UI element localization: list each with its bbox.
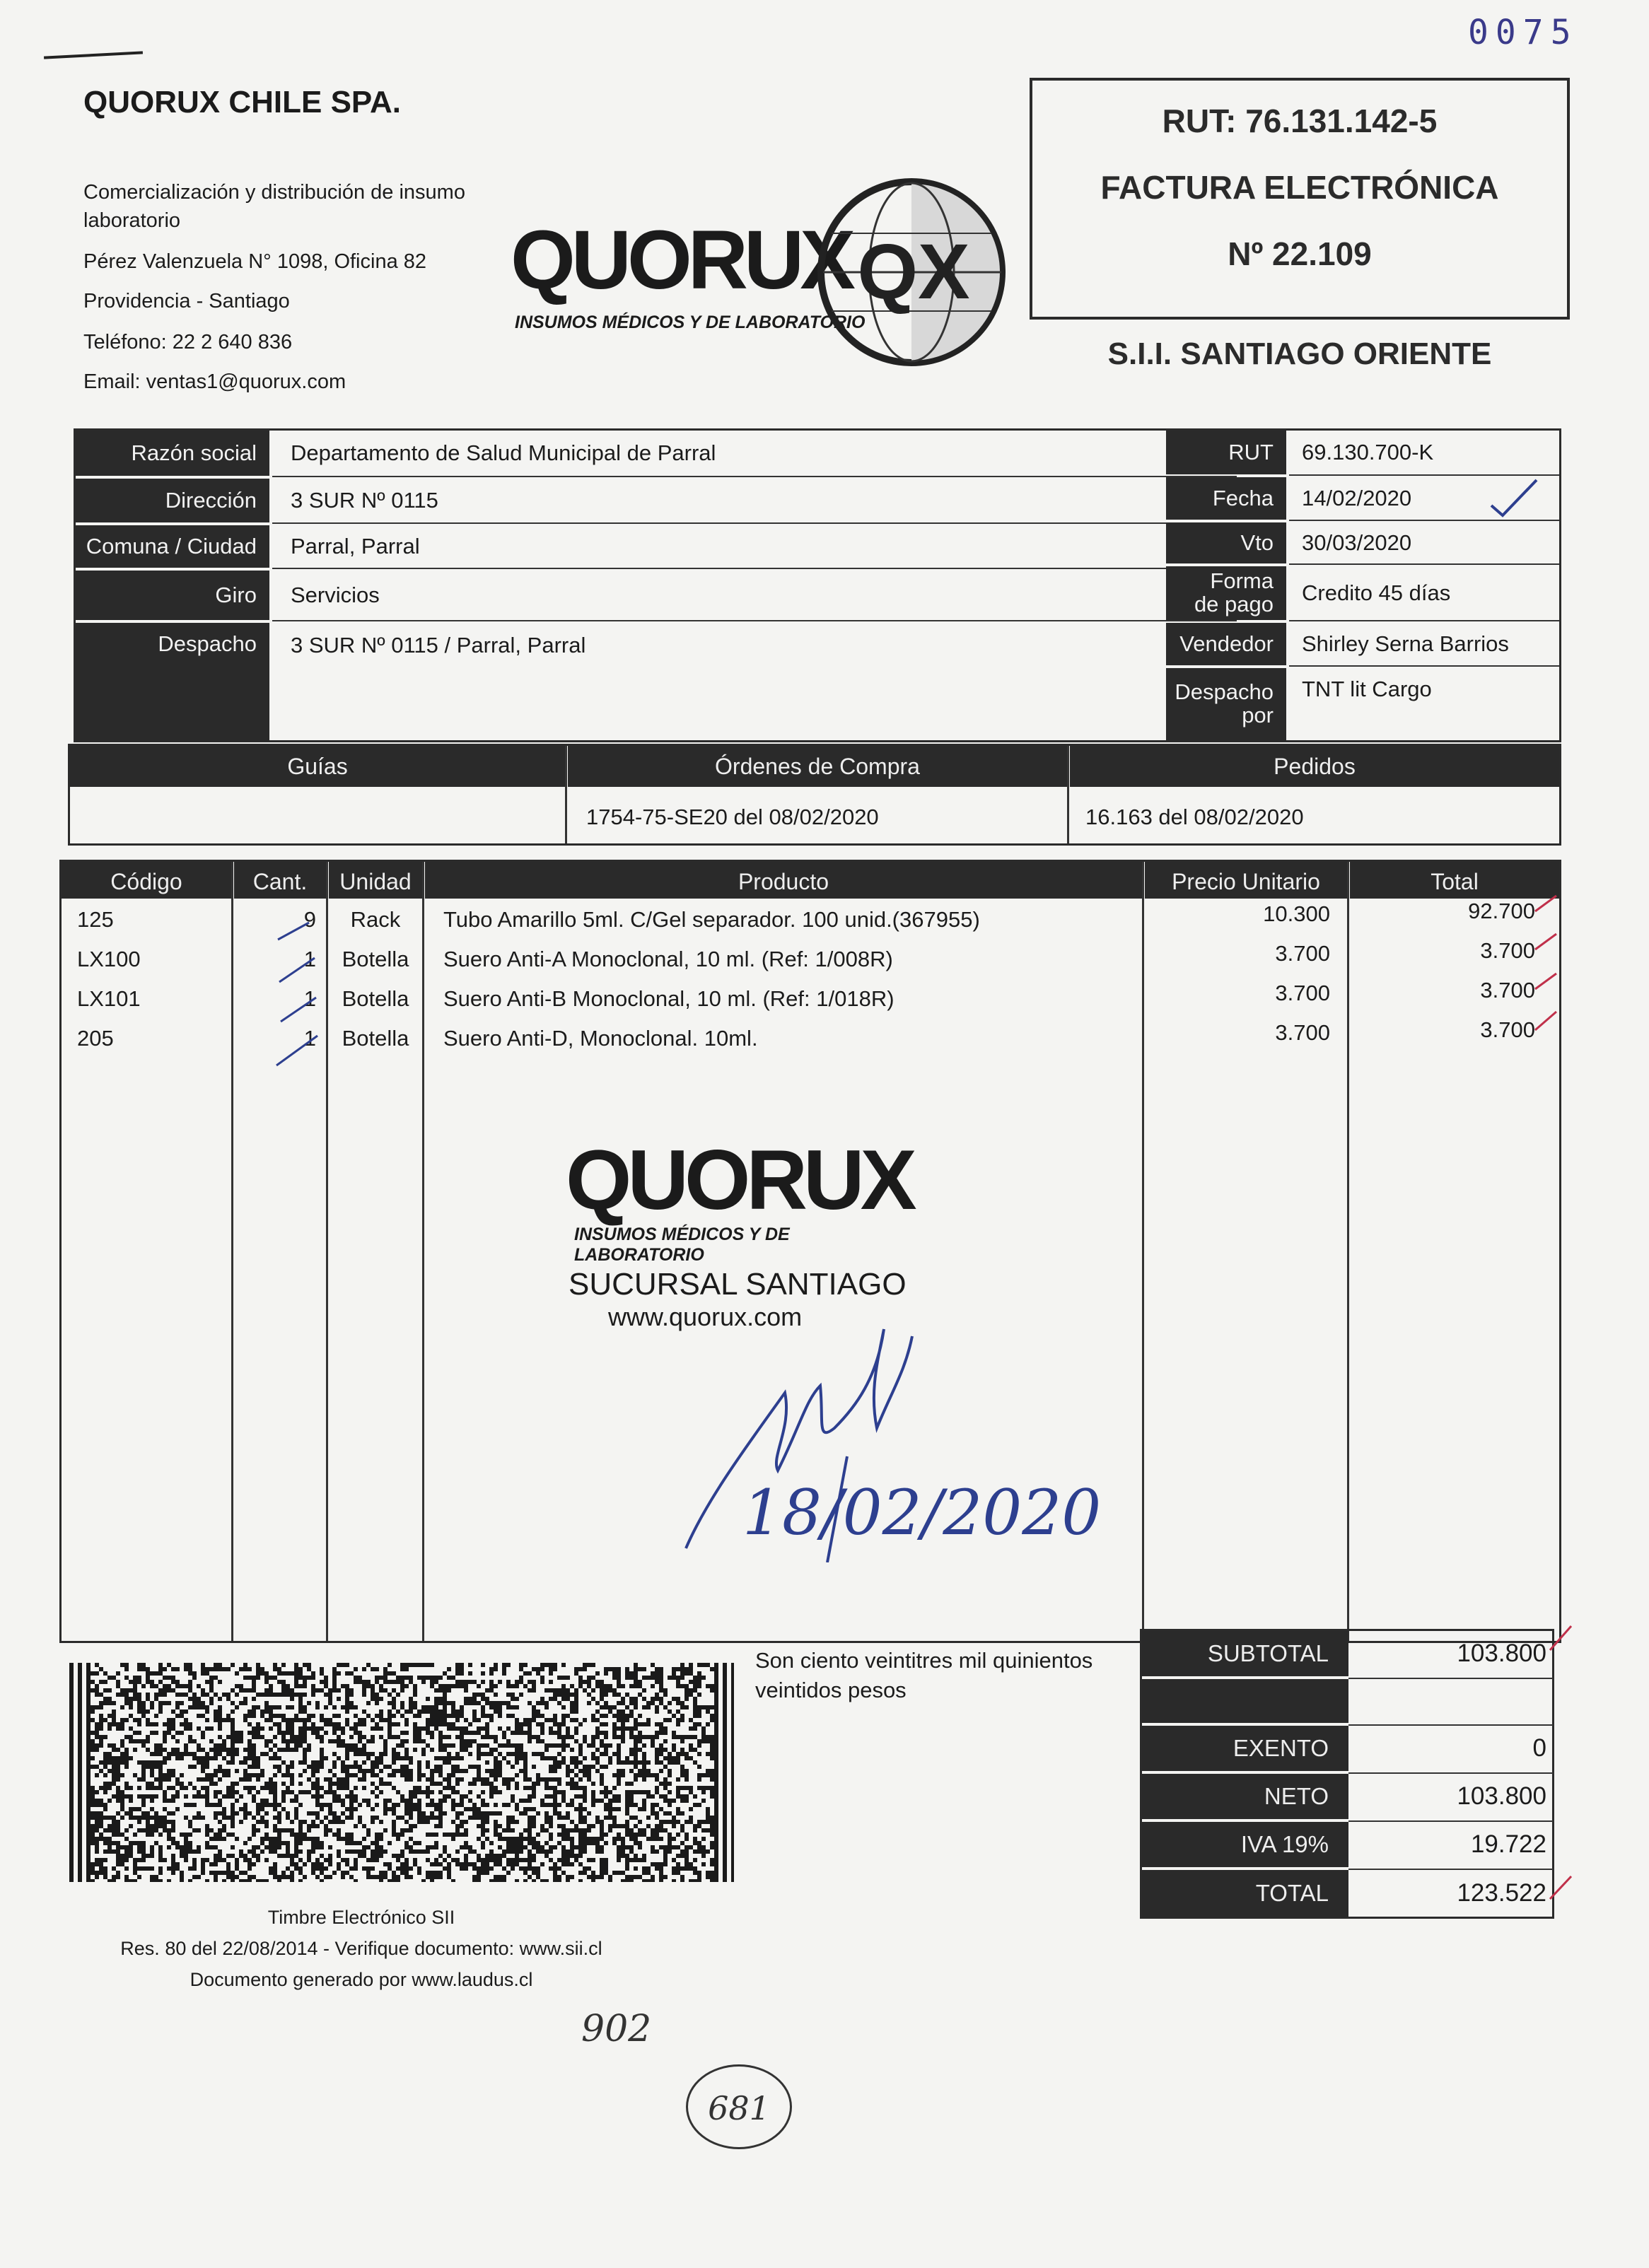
value-rut: 69.130.700-K xyxy=(1302,440,1434,464)
value-iva: 19.722 xyxy=(1470,1830,1546,1858)
stamp-word-bold: QUO xyxy=(566,1133,747,1227)
row-cant: 1 xyxy=(303,947,316,971)
page-counter: 0075 xyxy=(1468,13,1578,52)
label-razon-social: Razón social xyxy=(76,431,269,476)
label-rut: RUT xyxy=(1166,431,1286,474)
label-forma-pago xyxy=(1166,566,1286,620)
timbre-generator: Documento generado por www.laudus.cl xyxy=(190,1969,533,1990)
value-direccion: 3 SUR Nº 0115 xyxy=(291,488,438,513)
ref-header-pedidos: Pedidos xyxy=(1070,746,1559,787)
row-precio: 3.700 xyxy=(1275,1020,1330,1045)
ref-value-ordenes: 1754-75-SE20 del 08/02/2020 xyxy=(586,805,879,829)
client-info-table xyxy=(74,428,1561,742)
logo-word-bold: QUO xyxy=(511,214,688,307)
document-type: FACTURA ELECTRÓNICA xyxy=(1100,169,1499,206)
document-number: Nº 22.109 xyxy=(1228,235,1372,272)
signed-date: 18/02/2020 xyxy=(742,1476,1102,1549)
ref-value-pedidos: 16.163 del 08/02/2020 xyxy=(1085,805,1304,829)
blank-label xyxy=(1142,1679,1348,1723)
row-producto: Tubo Amarillo 5ml. C/Gel separador. 100 unid.(367955) xyxy=(443,907,980,932)
row-total: 3.700 xyxy=(1480,1017,1535,1042)
label-despacho-por xyxy=(1166,668,1286,740)
value-forma-pago: Credito 45 días xyxy=(1302,580,1451,605)
company-city: Providencia - Santiago xyxy=(83,290,290,312)
row-total: 92.700 xyxy=(1468,899,1535,923)
label-neto: NETO xyxy=(1142,1774,1348,1819)
ref-value-guias xyxy=(84,790,551,845)
label-fecha: Fecha xyxy=(1166,477,1286,520)
label-forma-pago-line2: de pago xyxy=(1194,592,1274,616)
label-total: TOTAL xyxy=(1142,1870,1348,1917)
label-exento: EXENTO xyxy=(1142,1726,1348,1771)
value-despacho-por: TNT lit Cargo xyxy=(1302,677,1432,701)
col-header-producto: Producto xyxy=(425,862,1142,899)
company-address: Pérez Valenzuela N° 1098, Oficina 82 xyxy=(83,250,427,273)
label-comuna: Comuna / Ciudad xyxy=(76,525,269,568)
label-forma-pago-line1: Forma xyxy=(1210,568,1274,594)
row-producto: Suero Anti-B Monoclonal, 10 ml. (Ref: 1/018R) xyxy=(443,986,895,1011)
stamp-branch: SUCURSAL SANTIAGO xyxy=(569,1267,907,1302)
stamp-website: www.quorux.com xyxy=(608,1302,803,1331)
value-razon-social: Departamento de Salud Municipal de Parral xyxy=(291,440,716,465)
value-neto: 103.800 xyxy=(1457,1782,1546,1810)
company-logo xyxy=(511,170,1006,375)
row-producto: Suero Anti-A Monoclonal, 10 ml. (Ref: 1/008R) xyxy=(443,947,893,971)
value-fecha: 14/02/2020 xyxy=(1302,486,1412,510)
handwritten-circled-number: 681 xyxy=(686,2064,792,2149)
row-total: 3.700 xyxy=(1480,938,1535,963)
row-cant: 1 xyxy=(303,1026,316,1051)
company-phone: Teléfono: 22 2 640 836 xyxy=(83,331,293,353)
label-subtotal: SUBTOTAL xyxy=(1142,1631,1348,1676)
row-codigo: 125 xyxy=(77,907,114,932)
label-direccion: Dirección xyxy=(76,479,269,522)
company-tagline: Comercialización y distribución de insumo xyxy=(83,181,465,204)
value-exento: 0 xyxy=(1532,1734,1546,1762)
pen-stroke xyxy=(44,51,143,59)
row-cant: 9 xyxy=(303,907,316,932)
document-id-box xyxy=(1030,78,1570,320)
handwritten-signature xyxy=(665,1287,1103,1562)
stamp-subtitle: INSUMOS MÉDICOS Y DE LABORATORIO xyxy=(574,1224,790,1265)
col-header-unidad: Unidad xyxy=(329,862,422,899)
company-email: Email: ventas1@quorux.com xyxy=(83,370,346,393)
row-unidad: Botella xyxy=(342,986,409,1011)
value-subtotal: 103.800 xyxy=(1457,1639,1546,1667)
amount-in-words: Son ciento veintitres mil quinientos veintidos pesos xyxy=(755,1648,1093,1702)
company-name: QUORUX CHILE SPA. xyxy=(83,85,402,119)
row-cant: 1 xyxy=(303,986,316,1011)
row-precio: 10.300 xyxy=(1263,901,1330,926)
timbre-title: Timbre Electrónico SII xyxy=(267,1907,455,1928)
value-vendedor: Shirley Serna Barrios xyxy=(1302,631,1509,656)
issuer-rut: RUT: 76.131.142-5 xyxy=(1162,103,1438,139)
row-producto: Suero Anti-D, Monoclonal. 10ml. xyxy=(443,1026,758,1051)
stamp-word-light: RUX xyxy=(746,1133,913,1227)
timbre-info xyxy=(69,1902,653,1995)
label-despacho: Despacho xyxy=(76,623,269,740)
ref-header-guias: Guías xyxy=(70,746,565,787)
col-header-precio: Precio Unitario xyxy=(1145,862,1347,899)
row-codigo: 205 xyxy=(77,1026,114,1051)
handwritten-note: 902 xyxy=(581,2008,652,2050)
col-header-cant: Cant. xyxy=(234,862,326,899)
row-codigo: LX100 xyxy=(77,947,141,971)
col-header-total: Total xyxy=(1350,862,1559,899)
value-vto: 30/03/2020 xyxy=(1302,530,1412,555)
logo-word-light: RUX xyxy=(687,214,851,307)
row-codigo: LX101 xyxy=(77,986,141,1011)
col-header-codigo: Código xyxy=(62,862,231,899)
value-despacho: 3 SUR Nº 0115 / Parral, Parral xyxy=(291,633,586,657)
value-giro: Servicios xyxy=(291,583,380,607)
label-despacho-por-line2: por xyxy=(1242,703,1274,727)
totals-table xyxy=(1140,1629,1554,1919)
label-giro: Giro xyxy=(76,571,269,620)
check-mark-icon xyxy=(1487,477,1544,520)
electronic-stamp-barcode xyxy=(69,1663,734,1882)
ref-header-ordenes: Órdenes de Compra xyxy=(568,746,1067,787)
globe-emblem-icon xyxy=(816,170,1007,375)
quantity-tick-marks-icon xyxy=(274,904,337,1088)
logo-subtitle: INSUMOS MÉDICOS Y DE LABORATORIO xyxy=(515,312,866,332)
row-unidad: Botella xyxy=(342,947,409,971)
references-table xyxy=(68,744,1561,846)
totals-check-marks-icon xyxy=(1547,1622,1578,1919)
emblem-text: QX xyxy=(857,228,970,315)
row-unidad: Botella xyxy=(342,1026,409,1051)
company-tagline-2: laboratorio xyxy=(83,209,181,232)
row-unidad: Rack xyxy=(350,907,401,932)
label-vto: Vto xyxy=(1166,522,1286,563)
label-iva: IVA 19% xyxy=(1142,1822,1348,1867)
label-vendedor: Vendedor xyxy=(1166,623,1286,665)
value-total: 123.522 xyxy=(1457,1879,1546,1907)
timbre-resolution: Res. 80 del 22/08/2014 - Verifique documento: www.sii.cl xyxy=(120,1938,602,1959)
label-despacho-por-line1: Despacho xyxy=(1175,679,1274,705)
sii-office: S.I.I. SANTIAGO ORIENTE xyxy=(1107,337,1492,371)
total-check-marks-icon xyxy=(1532,890,1561,1053)
row-precio: 3.700 xyxy=(1275,981,1330,1005)
row-precio: 3.700 xyxy=(1275,941,1330,966)
row-total: 3.700 xyxy=(1480,978,1535,1003)
value-comuna: Parral, Parral xyxy=(291,534,420,559)
